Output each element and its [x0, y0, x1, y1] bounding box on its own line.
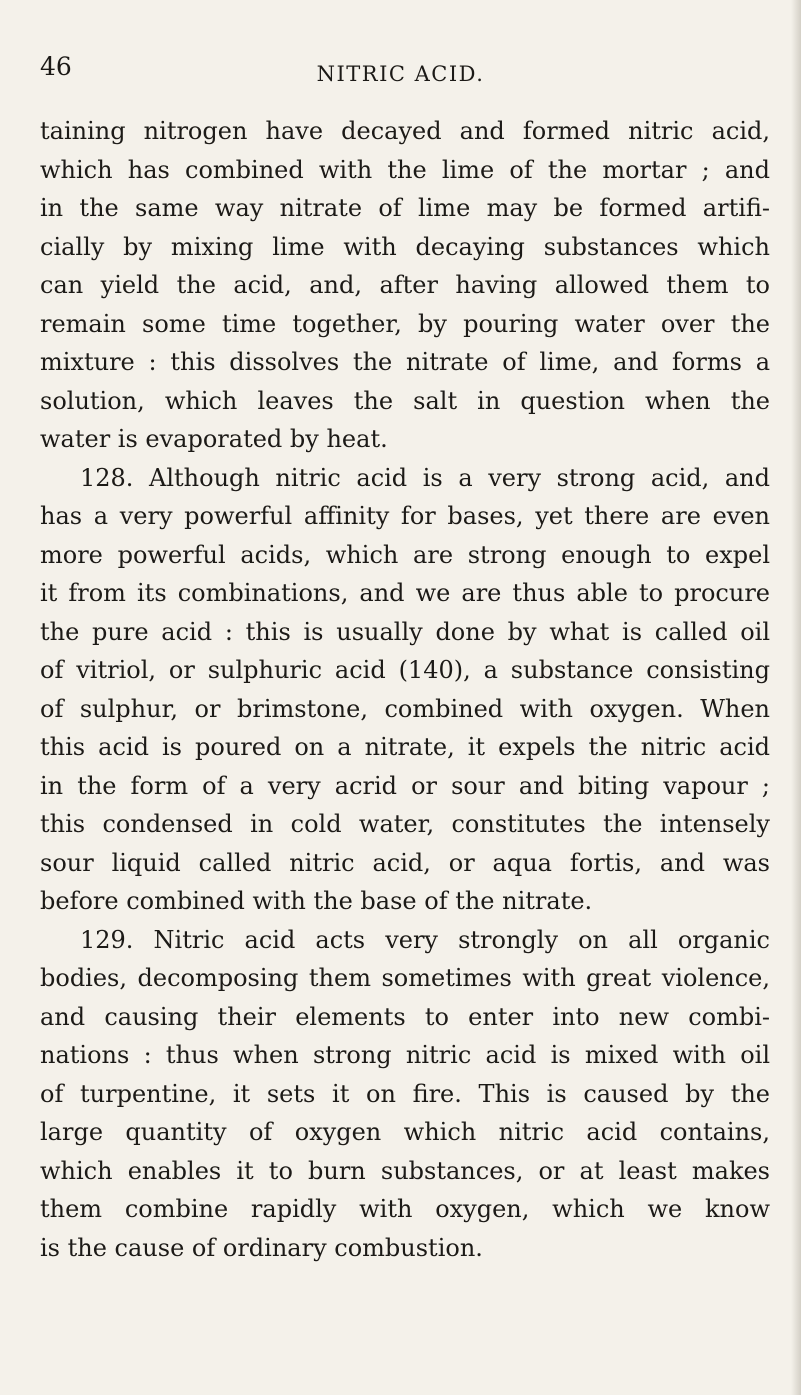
text-line: it from its combinations, and we are thus able to procure — [40, 579, 770, 607]
text-line: taining nitrogen have decayed and formed nitric acid, — [40, 117, 770, 145]
text-line: them combine rapidly with oxygen, which we know — [40, 1195, 770, 1223]
text-line: of turpentine, it sets it on fire. This is caused by the — [40, 1079, 770, 1108]
text-line: the pure acid : this is usually done by what is called oil — [40, 617, 770, 646]
text-line: which enables it to burn substances, or at least makes — [40, 1156, 770, 1185]
text-line: can yield the acid, and, after having allowed them to — [40, 271, 770, 299]
text-line: this condensed in cold water, constitutes the intensely — [40, 810, 770, 838]
text-line: large quantity of oxygen which nitric acid contains, — [40, 1118, 770, 1146]
text-line: which has combined with the lime of the mortar ; and — [40, 155, 770, 184]
text-line: solution, which leaves the salt in question when the — [40, 386, 770, 415]
text-line: in the form of a very acrid or sour and biting vapour ; — [40, 771, 770, 800]
paragraph-129-start: 129. Nitric acid acts very strongly on all organic — [80, 925, 770, 954]
text-line: and causing their elements to enter into new combi- — [40, 1002, 770, 1031]
text-line: water is evaporated by heat. — [40, 425, 388, 453]
text-line: this acid is poured on a nitrate, it expels the nitric acid — [40, 733, 770, 761]
running-title: NITRIC ACID. — [316, 62, 485, 86]
text-line: nations : thus when strong nitric acid is mixed with oil — [40, 1041, 770, 1069]
text-line: sour liquid called nitric acid, or aqua fortis, and was — [40, 848, 770, 877]
text-line: is the cause of ordinary combustion. — [40, 1233, 483, 1262]
page-number: 46 — [40, 52, 72, 81]
text-line: before combined with the base of the nitrate. — [40, 887, 593, 915]
text-line: of vitriol, or sulphuric acid (140), a substance consisting — [40, 656, 770, 684]
text-line: more powerful acids, which are strong enough to expel — [40, 540, 770, 569]
text-line: remain some time together, by pouring water over the — [40, 309, 770, 338]
page-edge-shadow — [791, 0, 801, 1395]
text-line: in the same way nitrate of lime may be formed artifi- — [40, 194, 770, 222]
body-text — [40, 112, 770, 1267]
paragraph-128-start: 128. Although nitric acid is a very strong acid, and — [80, 463, 770, 492]
text-line: of sulphur, or brimstone, combined with oxygen. When — [40, 694, 770, 723]
text-line: has a very powerful affinity for bases, yet there are even — [40, 502, 770, 530]
text-line: bodies, decomposing them sometimes with great violence, — [40, 964, 770, 992]
text-line: mixture : this dissolves the nitrate of lime, and forms a — [40, 348, 770, 376]
text-line: cially by mixing lime with decaying substances which — [40, 232, 770, 261]
